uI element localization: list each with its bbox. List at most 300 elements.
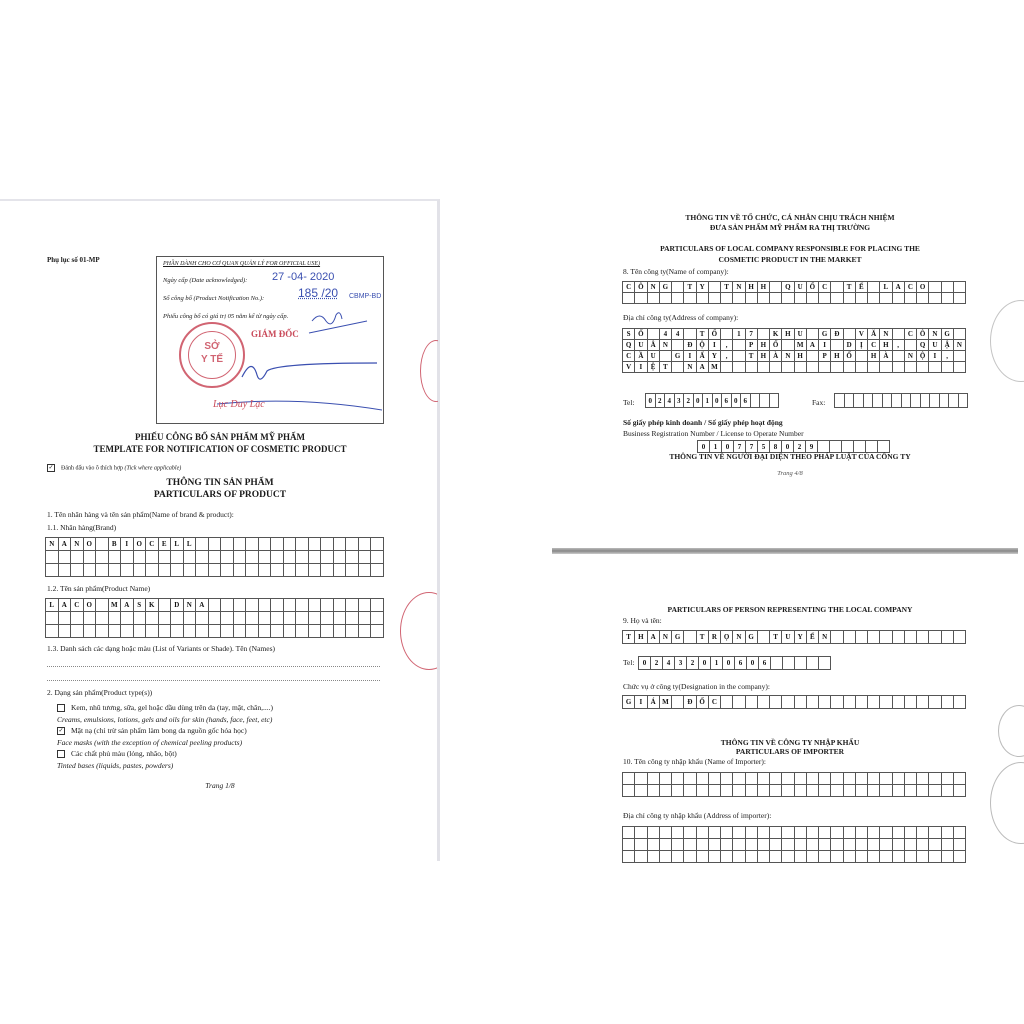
form-title-vi: PHIẾU CÔNG BỐ SẢN PHẨM MỸ PHẨM — [135, 432, 305, 442]
grid-cell: N — [929, 329, 941, 340]
grid-cell — [234, 625, 247, 638]
grid-cell — [623, 293, 635, 304]
grid-cell: U — [782, 631, 794, 644]
grid-cell: U — [795, 282, 807, 293]
grid-cell — [880, 839, 892, 851]
grid-cell: C — [905, 282, 917, 293]
grid-cell — [96, 551, 109, 564]
grid-cell — [721, 362, 733, 373]
grid-cell — [648, 839, 660, 851]
grid-cell — [246, 564, 259, 577]
grid-cell — [746, 696, 758, 709]
grid-cell: A — [893, 282, 905, 293]
grid-cell: Ô — [635, 282, 647, 293]
grid-cell — [121, 551, 134, 564]
grid-cell: 5 — [758, 441, 770, 453]
grid-cell — [949, 394, 959, 408]
grid-cell: P — [819, 351, 831, 362]
grid-cell — [844, 851, 856, 863]
grid-cell — [893, 351, 905, 362]
grid-cell: G — [819, 329, 831, 340]
grid-cell: O — [134, 538, 147, 551]
grid-cell: I — [819, 340, 831, 351]
grid-cell — [856, 293, 868, 304]
official-use-box — [156, 256, 384, 424]
grid-cell — [623, 827, 635, 839]
signer-name: Lục Duy Lạc — [213, 399, 265, 410]
grid-cell: , — [721, 340, 733, 351]
grid-cell: U — [929, 340, 941, 351]
grid-cell: N — [954, 340, 966, 351]
grid-cell: H — [758, 282, 770, 293]
grid-cell — [758, 785, 770, 797]
grid-cell: S — [623, 329, 635, 340]
grid-cell — [709, 827, 721, 839]
grid-cell — [196, 538, 209, 551]
grid-cell — [807, 329, 819, 340]
grid-cell — [873, 394, 883, 408]
grid-cell: I — [684, 351, 696, 362]
grid-cell — [868, 773, 880, 785]
grid-cell — [271, 612, 284, 625]
grid-cell: 4 — [660, 329, 672, 340]
grid-cell: P — [746, 340, 758, 351]
grid-cell — [733, 340, 745, 351]
form-title-en: TEMPLATE FOR NOTIFICATION OF COSMETIC PRODUCT — [93, 444, 347, 454]
grid-cell — [271, 599, 284, 612]
grid-cell: C — [623, 282, 635, 293]
grid-cell — [868, 293, 880, 304]
grid-cell — [770, 362, 782, 373]
grid-cell — [296, 625, 309, 638]
grid-cell — [196, 612, 209, 625]
grid-cell: Ầ — [635, 351, 647, 362]
grid-cell: I — [121, 538, 134, 551]
grid-cell — [660, 773, 672, 785]
grid-cell — [831, 851, 843, 863]
grid-cell — [371, 625, 384, 638]
grid-cell — [660, 851, 672, 863]
grid-cell — [893, 839, 905, 851]
grid-cell — [648, 329, 660, 340]
grid-cell: Đ — [684, 340, 696, 351]
grid-cell — [746, 362, 758, 373]
grid-cell: H — [868, 351, 880, 362]
product-type-1-en: Creams, emulsions, lotions, gels and oils for skin (hands, face, feet, etc) — [57, 715, 273, 724]
grid-cell — [309, 612, 322, 625]
grid-cell — [746, 773, 758, 785]
edge-stamp-icon — [990, 300, 1024, 382]
license-label-en: Business Registration Number / License to Operate Number — [623, 429, 804, 438]
grid-cell: N — [648, 282, 660, 293]
grid-cell — [648, 773, 660, 785]
representative-name-grid — [622, 630, 966, 644]
grid-cell — [831, 696, 843, 709]
grid-cell — [234, 599, 247, 612]
grid-cell — [184, 625, 197, 638]
grid-cell: Ố — [635, 329, 647, 340]
grid-cell — [648, 293, 660, 304]
grid-cell: G — [660, 282, 672, 293]
grid-cell — [96, 564, 109, 577]
grid-cell: Ố — [770, 340, 782, 351]
grid-cell: M — [709, 362, 721, 373]
checkbox-unchecked-icon[interactable] — [57, 750, 65, 758]
grid-cell: Â — [648, 340, 660, 351]
grid-cell: 0 — [698, 441, 710, 453]
grid-cell — [893, 329, 905, 340]
grid-cell — [321, 551, 334, 564]
importer-address-label: Địa chỉ công ty nhập khẩu (Address of importer): — [623, 811, 772, 820]
grid-cell: T — [721, 282, 733, 293]
grid-cell — [259, 551, 272, 564]
grid-cell — [109, 625, 122, 638]
grid-cell: C — [709, 696, 721, 709]
grid-cell: U — [648, 351, 660, 362]
grid-cell — [868, 282, 880, 293]
grid-cell — [309, 564, 322, 577]
grid-cell — [196, 551, 209, 564]
grid-cell — [84, 551, 97, 564]
grid-cell — [929, 631, 941, 644]
grid-cell — [359, 612, 372, 625]
grid-cell — [868, 785, 880, 797]
grid-cell — [746, 851, 758, 863]
company-name-grid — [622, 281, 966, 304]
grid-cell — [954, 851, 966, 863]
grid-cell — [856, 351, 868, 362]
grid-cell — [770, 696, 782, 709]
product-type-3: Các chất phủ màu (lỏng, nhão, bột) — [57, 750, 177, 759]
grid-cell — [334, 612, 347, 625]
grid-cell — [96, 625, 109, 638]
grid-cell: 1 — [733, 329, 745, 340]
grid-cell — [905, 785, 917, 797]
grid-cell: 9 — [806, 441, 818, 453]
grid-cell — [46, 551, 59, 564]
grid-cell — [770, 827, 782, 839]
grid-cell — [709, 293, 721, 304]
grid-cell — [760, 394, 770, 408]
grid-cell — [807, 785, 819, 797]
grid-cell — [134, 551, 147, 564]
grid-cell — [309, 551, 322, 564]
grid-cell: N — [782, 351, 794, 362]
grid-cell: V — [623, 362, 635, 373]
grid-cell: Ậ — [942, 340, 954, 351]
grid-cell — [929, 839, 941, 851]
grid-cell: T — [844, 282, 856, 293]
grid-cell — [807, 696, 819, 709]
grid-cell — [221, 612, 234, 625]
grid-cell — [159, 625, 172, 638]
grid-cell: N — [880, 329, 892, 340]
grid-cell — [954, 282, 966, 293]
grid-cell: N — [733, 631, 745, 644]
grid-cell — [921, 394, 931, 408]
grid-cell: K — [146, 599, 159, 612]
grid-cell — [795, 851, 807, 863]
grid-cell — [954, 329, 966, 340]
grid-cell — [623, 851, 635, 863]
grid-cell — [246, 612, 259, 625]
grid-cell: T — [623, 631, 635, 644]
grid-cell — [721, 827, 733, 839]
grid-cell — [733, 351, 745, 362]
grid-cell — [121, 625, 134, 638]
company-tel-grid — [645, 393, 779, 408]
grid-cell — [856, 851, 868, 863]
grid-cell: M — [109, 599, 122, 612]
grid-cell — [635, 785, 647, 797]
grid-cell — [59, 612, 72, 625]
grid-cell: Y — [709, 351, 721, 362]
grid-cell — [942, 362, 954, 373]
grid-cell — [309, 538, 322, 551]
grid-cell: N — [684, 362, 696, 373]
grid-cell: G — [942, 329, 954, 340]
grid-cell — [296, 551, 309, 564]
grid-cell: I — [709, 340, 721, 351]
grid-cell: Ấ — [697, 351, 709, 362]
grid-cell: 0 — [723, 657, 735, 670]
grid-cell — [146, 612, 159, 625]
grid-cell — [942, 696, 954, 709]
grid-cell — [954, 827, 966, 839]
responsible-heading-en-1: PARTICULARS OF LOCAL COMPANY RESPONSIBLE FOR PLACING THE — [660, 244, 920, 253]
grid-cell — [697, 785, 709, 797]
grid-cell — [917, 773, 929, 785]
grid-cell — [893, 696, 905, 709]
grid-cell: N — [819, 631, 831, 644]
grid-cell — [623, 839, 635, 851]
grid-cell — [346, 564, 359, 577]
grid-cell — [807, 351, 819, 362]
grid-cell: O — [917, 282, 929, 293]
grid-cell — [905, 362, 917, 373]
grid-cell — [917, 851, 929, 863]
grid-cell: Đ — [831, 329, 843, 340]
grid-cell — [234, 564, 247, 577]
grid-cell — [209, 564, 222, 577]
grid-cell — [844, 329, 856, 340]
grid-cell — [309, 599, 322, 612]
tick-note: ✓ Đánh dấu vào ô thích hợp (Tick where applicable) — [48, 465, 182, 472]
grid-cell — [782, 696, 794, 709]
grid-cell — [770, 773, 782, 785]
grid-cell — [221, 625, 234, 638]
grid-cell: Ố — [697, 696, 709, 709]
grid-cell — [296, 564, 309, 577]
grid-cell — [623, 785, 635, 797]
grid-cell: 1 — [703, 394, 713, 408]
grid-cell: T — [697, 631, 709, 644]
grid-cell — [893, 785, 905, 797]
question-8: 8. Tên công ty(Name of company): — [623, 267, 729, 276]
page-divider — [552, 548, 1018, 554]
grid-cell: C — [905, 329, 917, 340]
grid-cell: H — [831, 351, 843, 362]
grid-cell — [648, 785, 660, 797]
grid-cell: H — [782, 329, 794, 340]
grid-cell — [309, 625, 322, 638]
grid-cell — [271, 564, 284, 577]
grid-cell — [929, 827, 941, 839]
grid-cell: Q — [917, 340, 929, 351]
grid-cell: H — [758, 351, 770, 362]
grid-cell: S — [134, 599, 147, 612]
grid-cell — [954, 362, 966, 373]
grid-cell — [758, 631, 770, 644]
grid-cell — [184, 551, 197, 564]
grid-cell: 6 — [722, 394, 732, 408]
checkbox-checked-icon: ✓ — [48, 465, 54, 471]
grid-cell — [758, 773, 770, 785]
grid-cell — [758, 827, 770, 839]
grid-cell — [672, 785, 684, 797]
importer-heading-en: PARTICULARS OF IMPORTER — [735, 747, 845, 756]
grid-cell — [334, 625, 347, 638]
grid-cell — [746, 827, 758, 839]
grid-cell — [883, 394, 893, 408]
representative-heading-vi: THÔNG TIN VỀ NGƯỜI ĐẠI DIỆN THEO PHÁP LUẬT CỦA CÔNG TY — [669, 452, 911, 461]
question-1-1: 1.1. Nhãn hàng(Brand) — [47, 523, 117, 532]
grid-cell: 1 — [710, 441, 722, 453]
grid-cell — [284, 625, 297, 638]
grid-cell — [733, 785, 745, 797]
grid-cell: I — [635, 696, 647, 709]
grid-cell — [954, 696, 966, 709]
grid-cell — [635, 839, 647, 851]
grid-cell: L — [880, 282, 892, 293]
grid-cell — [893, 631, 905, 644]
grid-cell — [844, 773, 856, 785]
grid-cell — [782, 773, 794, 785]
grid-cell: H — [880, 340, 892, 351]
grid-cell — [902, 394, 912, 408]
grid-cell — [96, 599, 109, 612]
grid-cell — [770, 282, 782, 293]
grid-cell — [109, 551, 122, 564]
grid-cell — [334, 538, 347, 551]
grid-cell — [819, 696, 831, 709]
grid-cell — [807, 362, 819, 373]
grid-cell — [807, 657, 819, 670]
grid-cell — [795, 696, 807, 709]
notification-value: 185 /20 — [298, 286, 339, 300]
grid-cell — [868, 696, 880, 709]
checkbox-unchecked-icon[interactable] — [57, 704, 65, 712]
grid-cell — [783, 657, 795, 670]
grid-cell — [807, 773, 819, 785]
grid-cell — [942, 827, 954, 839]
grid-cell — [221, 599, 234, 612]
grid-cell — [721, 696, 733, 709]
grid-cell: 6 — [741, 394, 751, 408]
grid-cell — [770, 851, 782, 863]
grid-cell — [684, 851, 696, 863]
product-type-1: Kem, nhũ tương, sữa, gel hoặc dầu dùng trên da (tay, mặt, chân,....) — [57, 704, 273, 713]
grid-cell — [844, 696, 856, 709]
grid-cell — [334, 551, 347, 564]
grid-cell — [856, 362, 868, 373]
signature-scribble-icon — [307, 307, 377, 337]
designation-grid — [622, 695, 966, 709]
grid-cell — [672, 282, 684, 293]
grid-cell — [684, 839, 696, 851]
grid-cell — [733, 293, 745, 304]
grid-cell — [171, 551, 184, 564]
grid-cell — [844, 785, 856, 797]
grid-cell — [234, 612, 247, 625]
grid-cell — [46, 612, 59, 625]
grid-cell — [819, 851, 831, 863]
grid-cell — [795, 293, 807, 304]
grid-cell — [259, 625, 272, 638]
grid-cell — [284, 599, 297, 612]
grid-cell — [146, 625, 159, 638]
grid-cell: G — [746, 631, 758, 644]
grid-cell — [758, 293, 770, 304]
grid-cell — [845, 394, 855, 408]
grid-cell — [751, 394, 761, 408]
product-type-3-en: Tinted bases (liquids, pastes, powders) — [57, 761, 174, 770]
grid-cell — [819, 293, 831, 304]
grid-cell — [209, 538, 222, 551]
grid-cell — [892, 394, 902, 408]
grid-cell: N — [905, 351, 917, 362]
grid-cell — [321, 599, 334, 612]
grid-cell — [284, 538, 297, 551]
grid-cell — [134, 612, 147, 625]
grid-cell — [59, 551, 72, 564]
grid-cell: Á — [648, 696, 660, 709]
grid-cell — [905, 631, 917, 644]
grid-cell — [831, 362, 843, 373]
grid-cell — [807, 851, 819, 863]
grid-cell — [709, 785, 721, 797]
grid-cell — [831, 827, 843, 839]
grid-cell — [709, 839, 721, 851]
importer-address-grid — [622, 826, 966, 863]
grid-cell — [807, 827, 819, 839]
grid-cell — [868, 839, 880, 851]
grid-cell: G — [672, 351, 684, 362]
checkbox-checked-icon[interactable]: ✓ — [58, 728, 64, 735]
grid-cell: Ă — [868, 329, 880, 340]
grid-cell: 0 — [782, 441, 794, 453]
responsible-heading-vi-1: THÔNG TIN VỀ TỔ CHỨC, CÁ NHÂN CHỊU TRÁCH NHIỆM — [685, 213, 895, 222]
grid-cell: , — [942, 351, 954, 362]
grid-cell — [146, 564, 159, 577]
grid-cell — [831, 340, 843, 351]
grid-cell: Ế — [856, 282, 868, 293]
grid-cell — [930, 394, 940, 408]
grid-cell — [709, 773, 721, 785]
grid-cell — [856, 785, 868, 797]
grid-cell: 0 — [732, 394, 742, 408]
grid-cell — [758, 851, 770, 863]
page-number-right: Trang 4/8 — [777, 470, 803, 477]
grid-cell: L — [171, 538, 184, 551]
grid-cell — [868, 631, 880, 644]
grid-cell — [259, 564, 272, 577]
question-9: 9. Họ và tên: — [623, 616, 662, 625]
grid-cell — [660, 785, 672, 797]
grid-cell: 7 — [734, 441, 746, 453]
grid-cell — [296, 538, 309, 551]
grid-cell: M — [795, 340, 807, 351]
